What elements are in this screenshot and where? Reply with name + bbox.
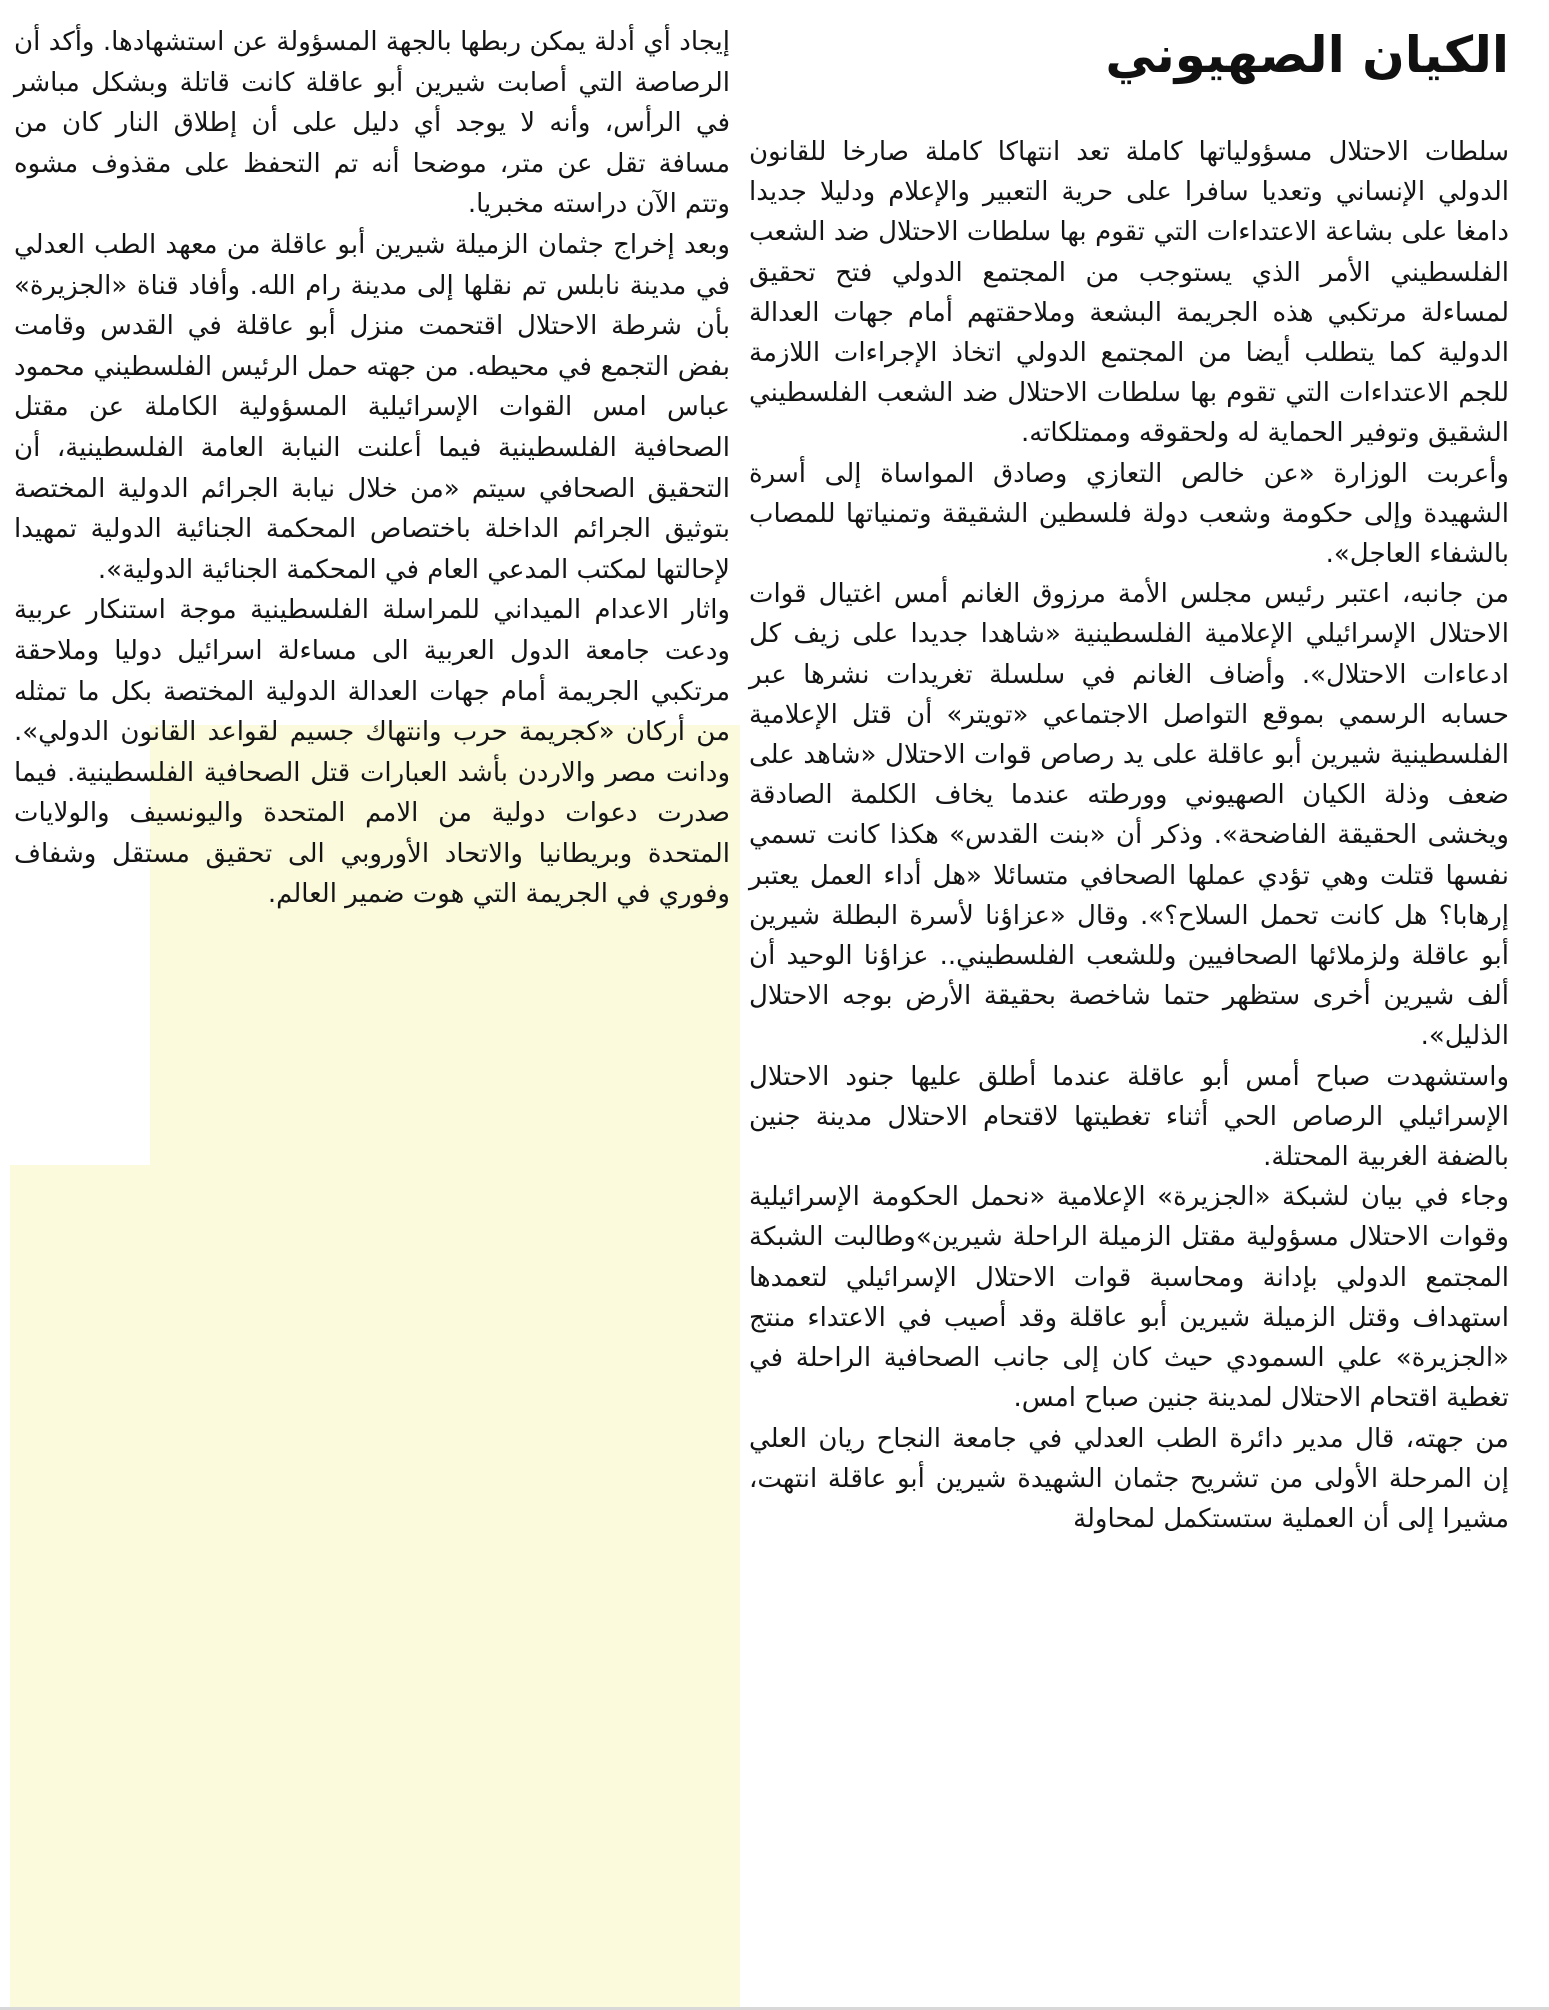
paragraph: وبعد إخراج جثمان الزميلة شيرين أبو عاقلة من معهد الطب العدلي في مدينة نابلس تم نقلها إلى مدينة رام الله. وأفاد قناة «الجزيرة» بأن شرطة الاحتلال اقتحمت منزل أبو عاقلة في القدس وقامت بفض التجمع في محيطه. من جهته حمل الرئيس الفلسطيني محمود عباس امس القوات الإسرائيلية المسؤولية الكاملة عن مقتل الصحافية الفلسطينية فيما أعلنت النيابة العامة الفلسطينية، أن التحقيق الصحافي سيتم «من خلال نيابة الجرائم الدولية المختصة بتوثيق الجرائم الداخلة باختصاص المحكمة الجنائية الدولية تمهيدا لإحالتها لمكتب المدعي العام في المحكمة الجنائية الدولية». [14,229,730,585]
paragraph: وأعربت الوزارة «عن خالص التعازي وصادق المواساة إلى أسرة الشهيدة وإلى حكومة وشعب دولة فلسطين الشقيقة وتمنياتها للمصاب بالشفاء العاجل». [749,458,1509,570]
yellow-highlight-block [10,1165,740,2010]
paragraph: وجاء في بيان لشبكة «الجزيرة» الإعلامية «نحمل الحكومة الإسرائيلية وقوات الاحتلال مسؤولية مقتل الزميلة الراحلة شيرين»وطالبت الشبكة المجتمع الدولي بإدانة ومحاسبة قوات الاحتلال الإسرائيلي لتعمدها استهداف وقتل الزميلة شيرين أبو عاقلة وقد أصيب في الاعتداء منتج «الجزيرة» علي السمودي حيث كان إلى جانب الصحافية الراحلة في تغطية اقتحام الاحتلال لمدينة جنين صباح امس. [749,1182,1509,1414]
left-column [14,22,730,915]
paragraph: من جانبه، اعتبر رئيس مجلس الأمة مرزوق الغانم أمس اغتيال قوات الاحتلال الإسرائيلي الإعلامية الفلسطينية «شاهدا جديدا على زيف كل ادعاءات الاحتلال». وأضاف الغانم في سلسلة تغريدات نشرها عبر حسابه الرسمي بموقع التواصل الاجتماعي «تويتر» أن قتل الإعلامية الفلسطينية شيرين أبو عاقلة على يد رصاص قوات الاحتلال «شاهد على ضعف وذلة الكيان الصهيوني وورطته عندما يخاف الكلمة الصادقة ويخشى الحقيقة الفاضحة». وذكر أن «بنت القدس» هكذا كانت تسمي نفسها قتلت وهي تؤدي عملها الصحافي متسائلا «هل أداء العمل يعتبر إرهابا؟ هل كانت تحمل السلاح؟». وقال «عزاؤنا لأسرة البطلة شيرين أبو عاقلة ولزملائها الصحافيين وللشعب الفلسطيني.. عزاؤنا الوحيد أن ألف شيرين أخرى ستظهر حتما شاخصة بحقيقة الأرض بوجه الاحتلال الذليل». [749,579,1509,1052]
article-headline: الكيان الصهيوني [1105,26,1509,84]
paragraph: واستشهدت صباح أمس أبو عاقلة عندما أطلق عليها جنود الاحتلال الإسرائيلي الرصاص الحي أثناء تغطيتها لاقتحام الاحتلال مدينة جنين بالضفة الغربية المحتلة. [749,1061,1509,1173]
paragraph: واثار الاعدام الميداني للمراسلة الفلسطينية موجة استنكار عربية ودعت جامعة الدول العربية الى مساءلة اسرائيل دوليا وملاحقة مرتكبي الجريمة أمام جهات العدالة الدولية المختصة بكل ما تمثله من أركان «كجريمة حرب وانتهاك جسيم لقواعد القانون الدولي». ودانت مصر والاردن بأشد العبارات قتل الصحافية الفلسطينية. فيما صدرت دعوات دولية من الامم المتحدة واليونسيف والولايات المتحدة وبريطانيا والاتحاد الأوروبي الى تحقيق مستقل وشفاف وفوري في الجريمة التي هوت ضمير العالم. [14,595,730,910]
paragraph: إيجاد أي أدلة يمكن ربطها بالجهة المسؤولة عن استشهادها. وأكد أن الرصاصة التي أصابت شيرين أبو عاقلة كانت قاتلة وبشكل مباشر في الرأس، وأنه لا يوجد أي دليل على أن إطلاق النار كان من مسافة تقل عن متر، موضحا أنه تم التحفظ على مقذوف مشوه وتتم الآن دراسته مخبريا. [14,27,730,220]
right-column [749,20,1509,1539]
paragraph: من جهته، قال مدير دائرة الطب العدلي في جامعة النجاح ريان العلي إن المرحلة الأولى من تشريح جثمان الشهيدة شيرين أبو عاقلة انتهت، مشيرا إلى أن العملية ستستكمل لمحاولة [749,1423,1509,1534]
paragraph: سلطات الاحتلال مسؤولياتها كاملة تعد انتهاكا كاملة صارخا للقانون الدولي الإنساني وتعديا سافرا على حرية التعبير والإعلام ودليلا جديدا دامغا على بشاعة الاعتداءات التي تقوم بها سلطات الاحتلال ضد الشعب الفلسطيني الأمر الذي يستوجب من المجتمع الدولي فتح تحقيق لمساءلة مرتكبي هذه الجريمة البشعة وملاحقتهم أمام جهات العدالة الدولية كما يتطلب أيضا من المجتمع الدولي اتخاذ الإجراءات اللازمة للجم الاعتداءات التي تقوم بها سلطات الاحتلال ضد الشعب الفلسطيني الشقيق وتوفير الحماية له ولحقوقه وممتلكاته. [749,137,1509,449]
